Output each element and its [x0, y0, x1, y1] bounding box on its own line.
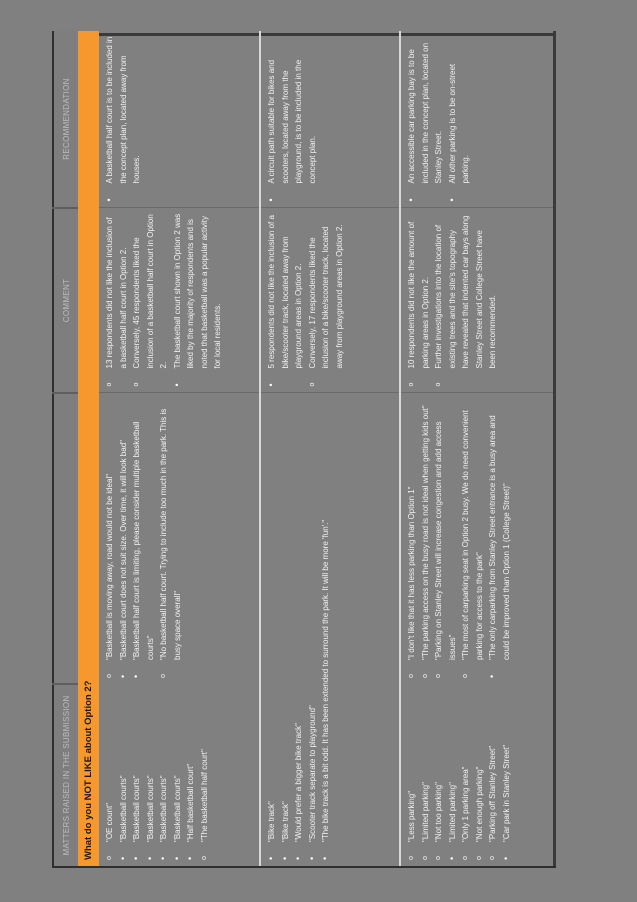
list-item: o 13 respondents did not like the inclusion of a basketball half court in Option 2.	[103, 213, 130, 369]
list-item: • "Basketball courts"	[144, 688, 158, 842]
submissions-table	[52, 33, 556, 868]
header-quotes	[53, 393, 78, 684]
list-item: • A circuit path suitable for bikes and scooters, located away from the playground, is to be included in the concept plan.	[265, 35, 319, 184]
list-item: • "The only carparking from Stanley Street entrance is a busy area and could be improved than Option 1 (College Street)"	[486, 398, 513, 661]
comments-list	[265, 209, 346, 393]
table-row-basketball	[99, 31, 260, 866]
list-item: o "OE count"	[103, 688, 117, 842]
list-item: o "Not too parking"	[432, 688, 446, 842]
list-item: o Further investigations into the location of existing trees and the site's topography have revealed that indented car bays along Stanley Street and College Street have been recommended.	[432, 213, 500, 369]
list-item: • "Scooter track separate to playground"	[306, 398, 320, 843]
list-item: o "No basketball half court. Trying to include too much in the park. This is busy space overall"	[157, 398, 184, 661]
list-item: • "Basketball half court is limiting, please consider multiple basketball courts"	[130, 398, 157, 661]
list-item: • A basketball half court is to be included in the concept plan, located away from houses.	[103, 35, 144, 184]
table-row-parking	[400, 31, 554, 866]
list-item: • An accessible car parking bay is to be included in the concept plan, located on Stanley Street.	[405, 35, 446, 184]
matters-list	[405, 684, 513, 866]
list-item: • "Bike track"	[265, 398, 279, 843]
list-item: • "Basketball court does not suit size. Over time, it will look bad"	[117, 398, 131, 661]
list-item: o "Only 1 parking area"	[459, 688, 473, 842]
list-item: • "Basketball courts"	[171, 688, 185, 842]
list-item: o "I don't like that it has less parking than Option 1"	[405, 398, 419, 661]
list-item: o Conversely, 17 respondents liked the inclusion of a bike/scooter track, located away from playground areas in Option 2.	[306, 213, 347, 369]
header-matters: MATTERS RAISED IN THE SUBMISSION	[53, 684, 78, 866]
list-item: o Conversely, 45 respondents liked the inclusion of a basketball half court in Option 2.	[130, 213, 171, 369]
list-item: • "Limited parking"	[446, 688, 460, 842]
list-item: o "Basketball is moving away, road would not be ideal"	[103, 398, 117, 661]
list-item: • "Basketball courts"	[130, 688, 144, 842]
table-row-bike-track	[260, 31, 400, 866]
list-item: o "Parking on Stanley Street will increase congestion and add access issues"	[432, 398, 459, 661]
header-recommendation: RECOMMENDATION	[53, 31, 78, 208]
recommendations-list	[405, 31, 473, 208]
list-item: • "Half basketball court"	[184, 688, 198, 842]
comments-list	[103, 209, 225, 393]
list-item: • All other parking is to be on-street parking.	[446, 35, 473, 184]
list-item: o "Parking off Stanley Street"	[486, 688, 500, 842]
list-item: • "Basketball courts"	[157, 688, 171, 842]
list-item: o "Limited parking"	[419, 688, 433, 842]
list-item: o "The most of carparking seat in Option 2 busy. We do need convenient parking for access to the park"	[459, 398, 486, 661]
list-item: o 10 respondents did not like the amount of parking areas in Option 2.	[405, 213, 432, 369]
comments-list	[405, 209, 500, 393]
list-item: • The basketball court shown in Option 2 was liked by the majority of respondents and is noted that basketball was a popular activity for local residents.	[171, 213, 225, 369]
list-item: o "The parking access on the busy road is not ideal when getting kids out"	[419, 398, 433, 661]
list-item: • 5 respondents did not like the inclusion of a bike/scooter track, located away from playground areas in Option 2.	[265, 213, 306, 369]
list-item: o "Less parking"	[405, 688, 419, 842]
list-item: • "Bike track"	[279, 398, 293, 843]
header-comment: COMMENT	[53, 208, 78, 393]
matters-list	[265, 394, 333, 867]
recommendations-list	[265, 31, 319, 208]
quotes-list	[405, 394, 513, 685]
list-item: • "Car park in Stanley Street"	[500, 688, 514, 842]
quotes-list	[103, 394, 184, 685]
list-item: • "Basketball courts"	[117, 688, 131, 842]
question-row	[78, 31, 99, 866]
question-text: What do you NOT LIKE about Option 2?	[78, 31, 99, 866]
recommendations-list	[103, 31, 144, 208]
list-item: o "Not enough parking"	[473, 688, 487, 842]
matters-list	[103, 684, 211, 866]
list-item: • "Would prefer a bigger bike track"	[292, 398, 306, 843]
rotated-page	[52, 33, 552, 868]
header-row	[53, 31, 78, 866]
list-item: • "The bike track is a bit odd. It has been extended to surround the park. It will be more 'fun'."	[319, 398, 333, 843]
list-item: o "The basketball half court"	[198, 688, 212, 842]
